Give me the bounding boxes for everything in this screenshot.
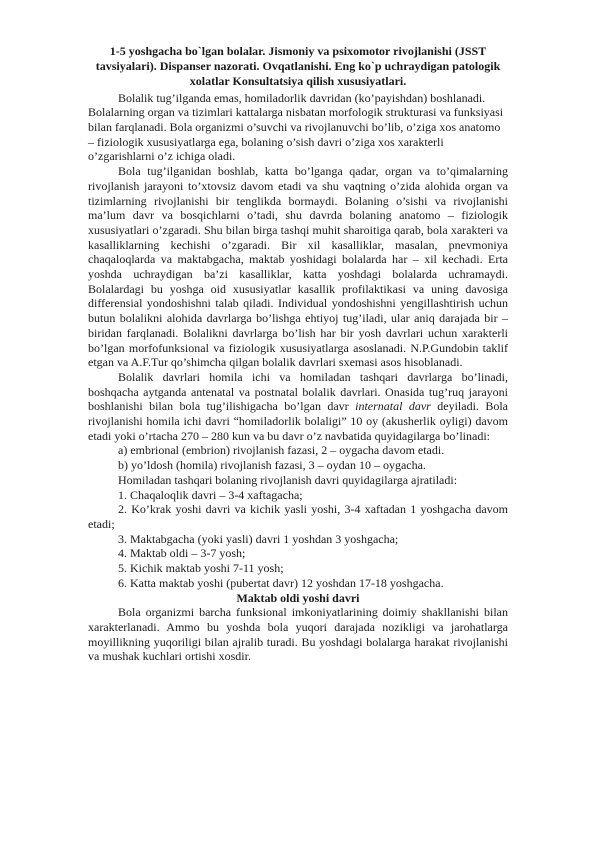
paragraph-3-text-b: deyiladi. Bola rivojlanishi homila ichi davri “homiladorlik bolaligi” 10 oy (akusherlik oyligi) davom etadi yoki o’rtacha 270 – 280 kun va bu davr o’z navbatida quyidagilarga bo’linadi: [88,399,509,443]
list-item-b: b) yo’ldosh (homila) rivojlanish fazasi, 3 – oydan 10 – oygacha. [118,458,426,473]
paragraph-3-italic-term: internatal davr [355,399,431,414]
period-item-5: 5. Kichik maktab yoshi 7-11 yosh; [118,561,284,576]
period-item-6: 6. Katta maktab yoshi (pubertat davr) 12 yoshdan 17-18 yoshgacha. [118,575,444,590]
paragraph-2: Bola tug’ilganidan boshlab, katta bo’lganga qadar, organ va to’qimalarning rivojlanish jarayoni to’xtovsiz davom etadi va shu vaqtning o’zida alohida organ va tizimlarning rivojlanishi bir tenglikda bormaydi. Bolaning o’sishi va rivojlanishi ma’lum davr va bosqichlarni o’tadi, shu davrda bolaning anatomo – fiziologik xususiyatlari o’zgaradi. Shu bilan birga tashqi muhit sharoitiga qarab, bola xarakteri va kasalliklarning kechishi o’zgaradi. Bir xil kasalliklar, masalan, pnevmoniya chaqaloqlarda va maktabgacha, maktab yoshidagi bolalarda har – xil kechadi. Erta yoshda uchraydigan ba’zi kasalliklar, katta yoshdagi bolalarda uchramaydi. Bolalardagi bu yoshga oid xususiyatlar kasallik profilaktikasi va uning davosiga differensial yondoshishni talab qiladi. Individual yondoshishni yengillashtirish uchun butun bolalikni alohida davrlarga bo’lishga ehtiyoj tug’iladi, ular aniq darajada bir – biridan farqlanadi. Bolalikni davrlarga bo’lish har bir yosh davrlari uchun xarakterli bo’lgan morfofunksional va fiziologik xususiyatlarga asoslanadi. N.P.Gundobin taklif etgan va A.F.Tur qo’shimcha qilgan bolalik davrlari sxemasi asos hisoblanadi. [88,164,508,370]
paragraph-1: Bolalik tug’ilganda emas, homiladorlik davridan (ko’payishdan) boshlanadi. Bolalarning organ va tizimlari kattalarga nisbatan morfologik strukturasi va funksiyasi bilan farqlanadi. Bola organizmi o’suvchi va rivojlanuvchi bo’lib, o’ziga xos anatomo – fiziologik xususiyatlarga ega, bolaning o’sish davri o’ziga xos xarakterli o’zgarishlarni o’z ichiga oladi. [88,90,504,164]
paragraph-4: Homiladan tashqari bolaning rivojlanish davri quyidagilarga ajratiladi: [118,472,458,487]
document-page [88,44,508,664]
section-heading: Maktab oldi yoshi davri [236,590,360,605]
paragraph-3-text-a: Bolalik davrlari homila ichi va homiladan tashqari davrlarga bo’linadi, boshqacha aytganda antenatal va postnatal bolalik davrlari. Onasida tug’ruq jarayoni boshlanishi bilan bola tug’ilishigacha bo’lgan davr [88,369,508,414]
list-item-a: a) embrional (embrion) rivojlanish fazasi, 2 – oygacha davom etadi. [118,443,445,458]
period-item-1: 1. Chaqaloqlik davri – 3-4 xaftagacha; [118,487,303,502]
paragraph-5: Bola organizmi barcha funksional imkoniyatlarining doimiy shakllanishi bilan xarakterlanadi. Ammo bu yoshda bola yuqori darajada nozikligi va jarohatlarga moyillikning yuqoriligi bilan ajralib turadi. Bu yoshdagi bolalarga harakat rivojlanishi va mushak kuchlari ortishi xosdir. [88,605,508,664]
period-item-3: 3. Maktabgacha (yoki yasli) davri 1 yoshdan 3 yoshgacha; [118,531,399,546]
period-item-4: 4. Maktab oldi – 3-7 yosh; [118,546,246,561]
period-item-2: 2. Ko’krak yoshi davri va kichik yasli yoshi, 3-4 xaftadan 1 yoshgacha davom etadi; [88,502,508,531]
paragraph-3 [88,370,508,444]
document-title: 1-5 yoshgacha bo`lgan bolalar. Jismoniy va psixomotor rivojlanishi (JSST tavsiyalari). Dispanser nazorati. Ovqatlanishi. Eng ko`p uchraydigan patologik xolatlar Konsultatsiya qilish xususiyatlari. [95,44,501,89]
